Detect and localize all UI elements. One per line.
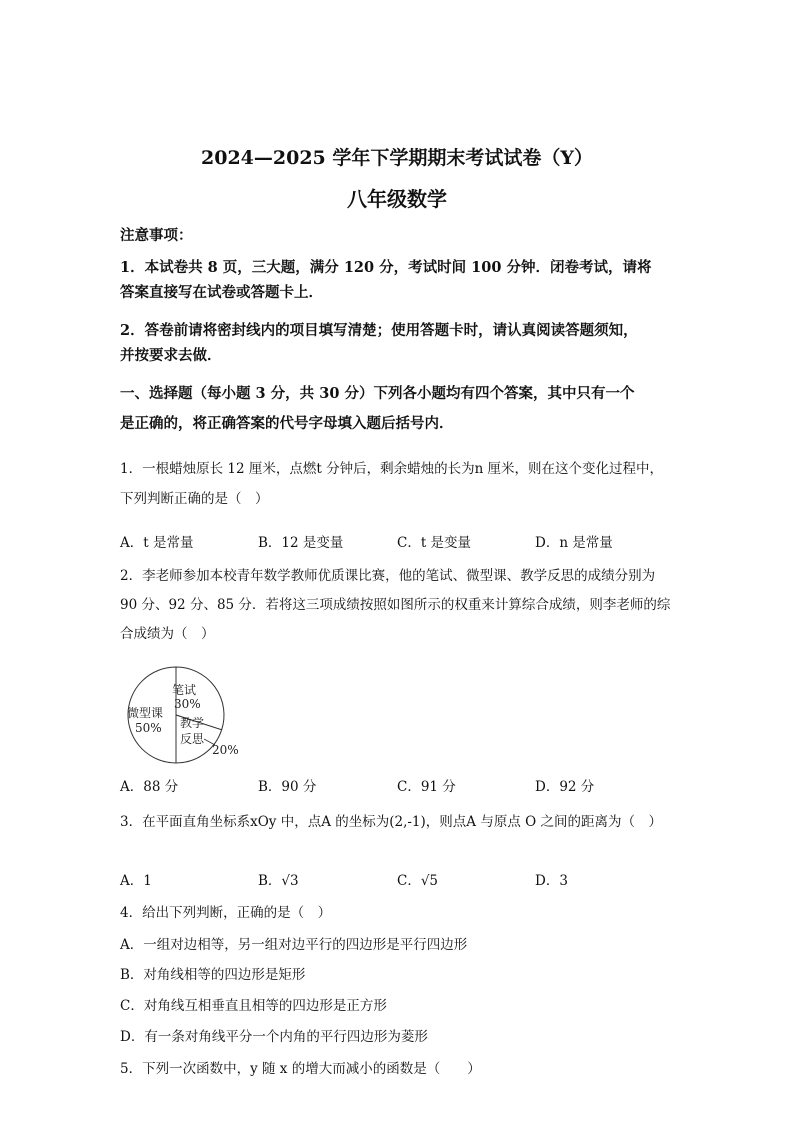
question-4-text: 4．给出下列判断，正确的是（ ） (120, 905, 332, 921)
question-1-option-b: B．12 是变量 (258, 535, 344, 551)
question-2-option-b: B．90 分 (258, 779, 317, 795)
question-2-option-d: D．92 分 (535, 779, 595, 795)
pie-label-reflection-line-2: 反思 (180, 732, 205, 746)
pie-value-reflection: 20% (212, 743, 239, 757)
question-4-option-c: C．对角线互相垂直且相等的四边形是正方形 (120, 998, 387, 1014)
question-3-text: 3．在平面直角坐标系xOy 中，点A 的坐标为(2,-1)，则点A 与原点 O 之间的距离为（ ） (120, 814, 662, 830)
notice-item-1-line-1: 1．本试卷共 8 页，三大题，满分 120 分，考试时间 100 分钟．闭卷考试，请将 (120, 259, 652, 276)
question-4-option-b: B．对角线相等的四边形是矩形 (120, 967, 306, 983)
question-2-line-2: 90 分、92 分、85 分．若将这三项成绩按照如图所示的权重来计算综合成绩，则李老师的综 (120, 597, 671, 613)
section-1-heading-line-1: 一、选择题（每小题 3 分，共 30 分）下列各小题均有四个答案，其中只有一个 (120, 385, 635, 402)
question-1-option-a: A．t 是常量 (120, 535, 194, 551)
pie-label-written: 笔试 (172, 683, 197, 697)
question-2-line-3: 合成绩为（ ） (120, 626, 215, 642)
notice-item-1-line-2: 答案直接写在试卷或答题卡上． (120, 284, 323, 301)
weight-pie-chart (118, 665, 248, 765)
question-2-option-a: A．88 分 (120, 779, 179, 795)
notice-heading: 注意事项： (120, 227, 193, 244)
pie-label-micro-lesson: 微型课 (127, 706, 164, 720)
question-3-option-d: D．3 (535, 873, 568, 889)
exam-title: 2024—2025 学年下学期期末考试试卷（Y） (201, 147, 593, 169)
exam-subtitle: 八年级数学 (347, 187, 447, 211)
notice-item-2-line-2: 并按要求去做． (120, 347, 222, 364)
question-2-line-1: 2．李老师参加本校青年数学教师优质课比赛，他的笔试、微型课、教学反思的成绩分别为 (120, 568, 656, 584)
question-3-option-b: B．√3 (258, 873, 299, 889)
question-4-option-d: D．有一条对角线平分一个内角的平行四边形为菱形 (120, 1029, 428, 1045)
pie-label-reflection-line-1: 教学 (180, 716, 205, 730)
question-4-option-a: A．一组对边相等，另一组对边平行的四边形是平行四边形 (120, 937, 468, 953)
question-3-option-a: A．1 (120, 873, 152, 889)
question-1-option-d: D．n 是常量 (535, 535, 613, 551)
pie-value-micro-lesson: 50% (135, 721, 162, 735)
question-3-option-c: C．√5 (397, 873, 439, 889)
pie-chart-svg (118, 665, 248, 765)
question-1-line-1: 1．一根蜡烛原长 12 厘米，点燃t 分钟后，剩余蜡烛的长为n 厘米，则在这个变化过程中， (120, 461, 664, 477)
section-1-heading-line-2: 是正确的，将正确答案的代号字母填入题后括号内． (120, 415, 454, 432)
question-1-option-c: C．t 是变量 (397, 535, 472, 551)
question-1-line-2: 下列判断正确的是（ ） (120, 491, 269, 507)
pie-value-written: 30% (174, 697, 201, 711)
question-2-option-c: C．91 分 (397, 779, 456, 795)
notice-item-2-line-1: 2．答卷前请将密封线内的项目填写清楚；使用答题卡时，请认真阅读答题须知， (120, 322, 638, 339)
question-5-text: 5．下列一次函数中，y 随 x 的增大而减小的函数是（ ） (120, 1061, 481, 1077)
